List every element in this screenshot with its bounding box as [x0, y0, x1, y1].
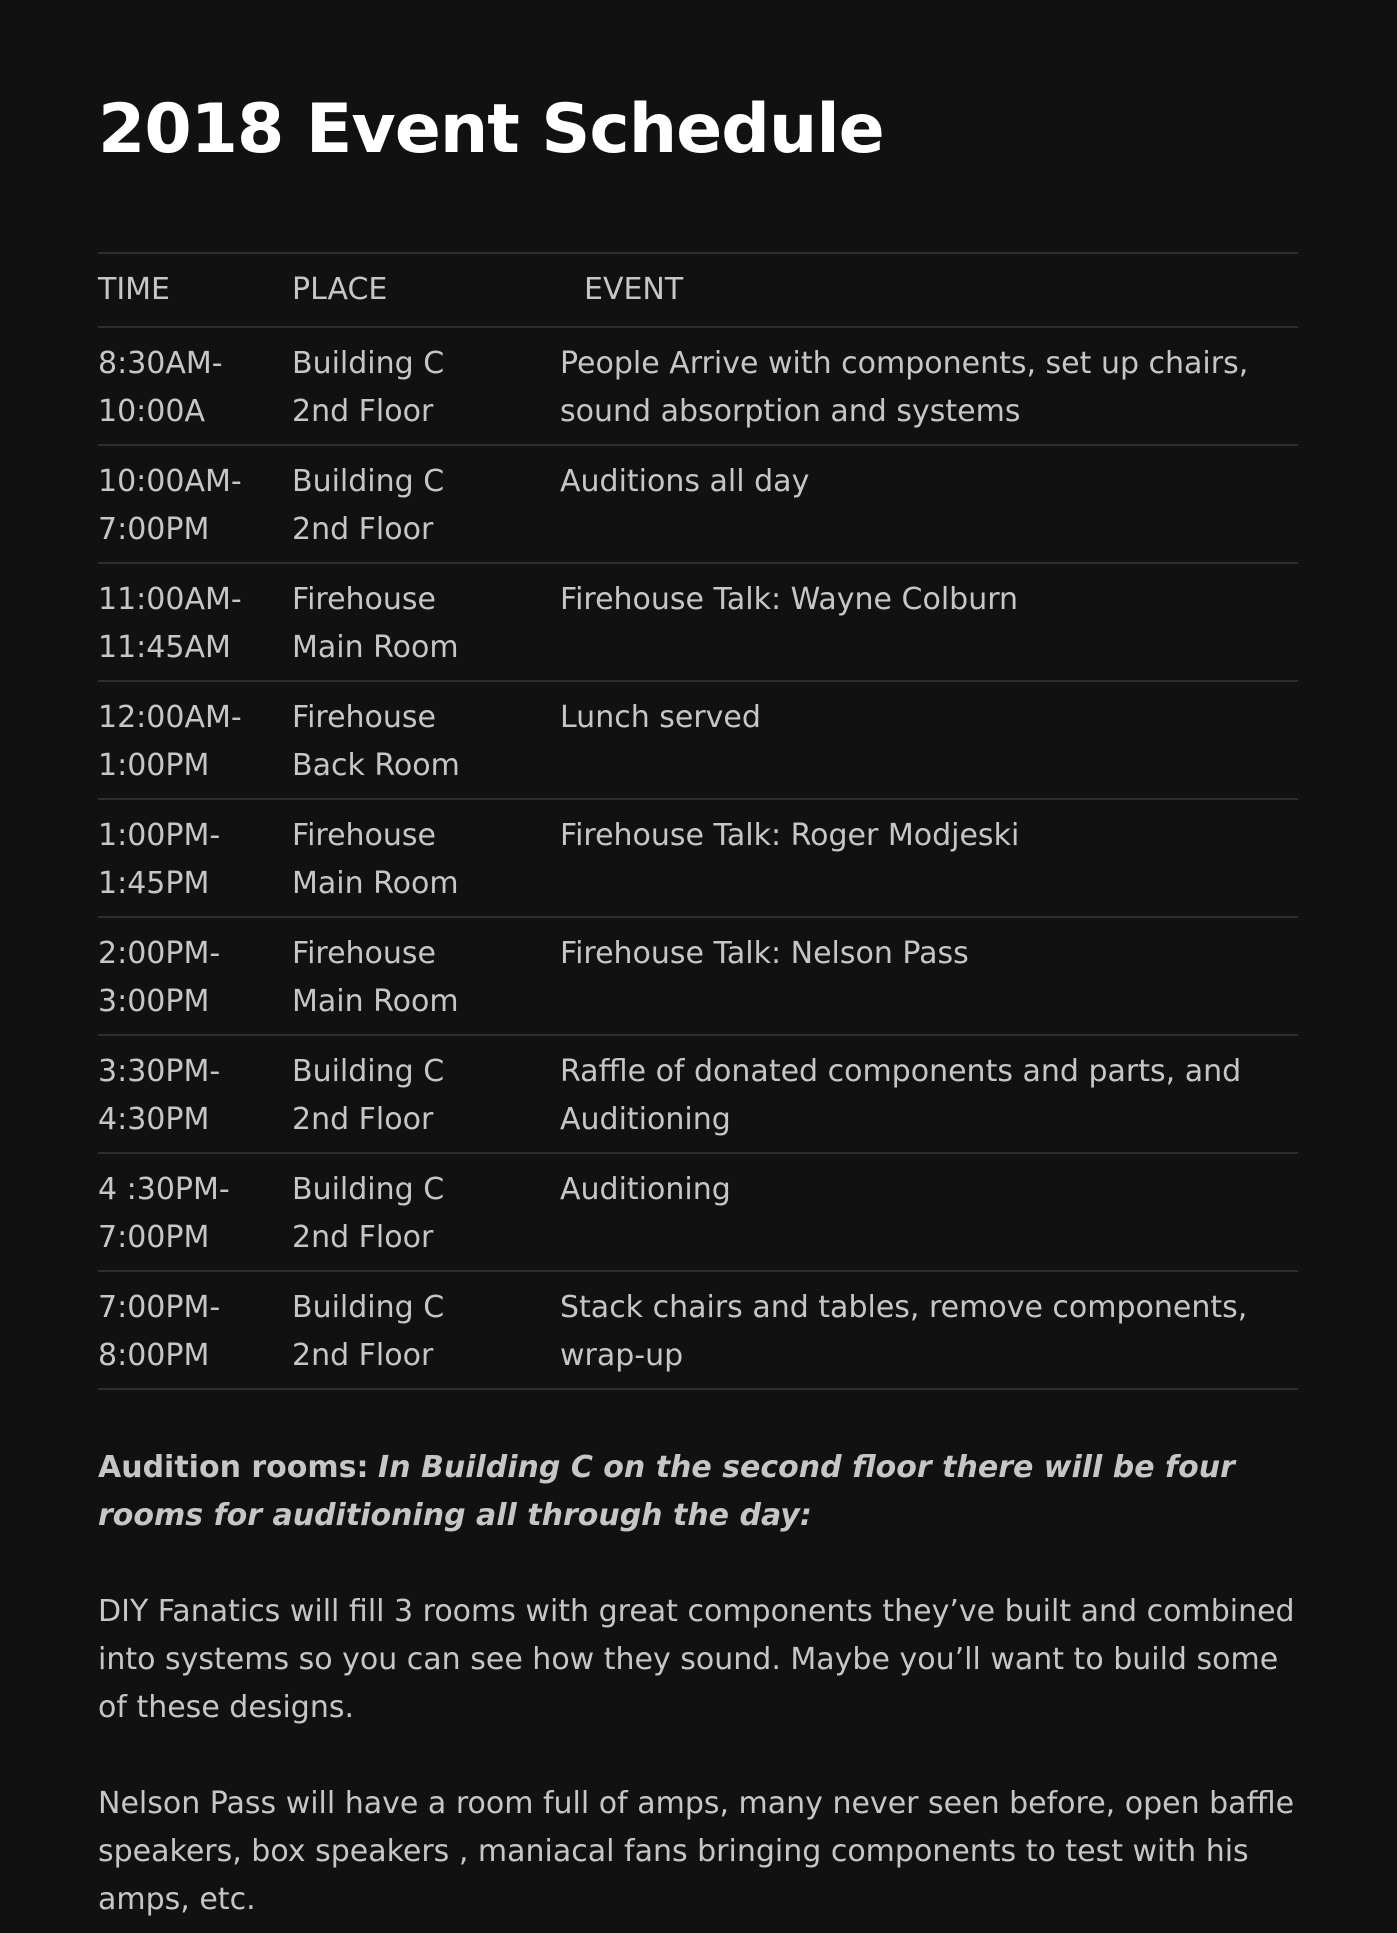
table-row [98, 917, 1298, 1035]
cell-event: Firehouse Talk: Roger Modjeski [560, 799, 1298, 917]
table-row [98, 1153, 1298, 1271]
cell-time: 8:30AM- 10:00A [98, 327, 292, 445]
header-place: PLACE [292, 253, 560, 327]
table-row [98, 445, 1298, 563]
table-row [98, 327, 1298, 445]
cell-time: 10:00AM- 7:00PM [98, 445, 292, 563]
cell-event: Firehouse Talk: Wayne Colburn [560, 563, 1298, 681]
cell-place: Building C 2nd Floor [292, 327, 560, 445]
audition-rooms-text: In Building C on the second floor there will be four rooms for auditioning all through the day: [98, 1450, 1235, 1533]
cell-time: 7:00PM- 8:00PM [98, 1271, 292, 1389]
cell-place: Building C 2nd Floor [292, 445, 560, 563]
header-time: TIME [98, 253, 292, 327]
header-event: EVENT [560, 253, 1298, 327]
cell-event: Firehouse Talk: Nelson Pass [560, 917, 1298, 1035]
cell-place: Building C 2nd Floor [292, 1035, 560, 1153]
cell-event: People Arrive with components, set up chairs, sound absorption and systems [560, 327, 1298, 445]
cell-event: Auditioning [560, 1153, 1298, 1271]
table-row [98, 681, 1298, 799]
table-row [98, 563, 1298, 681]
page-title: 2018 Event Schedule [98, 90, 884, 169]
nelson-pass-paragraph: Nelson Pass will have a room full of amps, many never seen before, open baffle speakers, box speakers , maniacal fans bringing components to test with his amps, etc. [98, 1786, 1295, 1917]
table-row [98, 1035, 1298, 1153]
cell-time: 11:00AM- 11:45AM [98, 563, 292, 681]
cell-place: Firehouse Main Room [292, 917, 560, 1035]
notes-section [98, 1444, 1298, 1924]
cell-place: Building C 2nd Floor [292, 1153, 560, 1271]
cell-place: Firehouse Main Room [292, 799, 560, 917]
cell-place: Firehouse Main Room [292, 563, 560, 681]
schedule-table [98, 252, 1298, 1390]
cell-time: 12:00AM- 1:00PM [98, 681, 292, 799]
cell-time: 3:30PM- 4:30PM [98, 1035, 292, 1153]
cell-event: Raffle of donated components and parts, and Auditioning [560, 1035, 1298, 1153]
cell-time: 1:00PM- 1:45PM [98, 799, 292, 917]
cell-event: Auditions all day [560, 445, 1298, 563]
table-header-row [98, 253, 1298, 327]
cell-time: 4 :30PM- 7:00PM [98, 1153, 292, 1271]
table-row [98, 799, 1298, 917]
diy-fanatics-paragraph: DIY Fanatics will fill 3 rooms with great components they’ve built and combined into systems so you can see how they sound. Maybe you’ll want to build some of these designs. [98, 1594, 1295, 1725]
audition-rooms-label: Audition rooms: [98, 1450, 369, 1485]
cell-place: Firehouse Back Room [292, 681, 560, 799]
cell-time: 2:00PM- 3:00PM [98, 917, 292, 1035]
cell-event: Lunch served [560, 681, 1298, 799]
cell-event: Stack chairs and tables, remove components, wrap-up [560, 1271, 1298, 1389]
table-row [98, 1271, 1298, 1389]
audition-rooms-paragraph [98, 1444, 1298, 1540]
cell-place: Building C 2nd Floor [292, 1271, 560, 1389]
